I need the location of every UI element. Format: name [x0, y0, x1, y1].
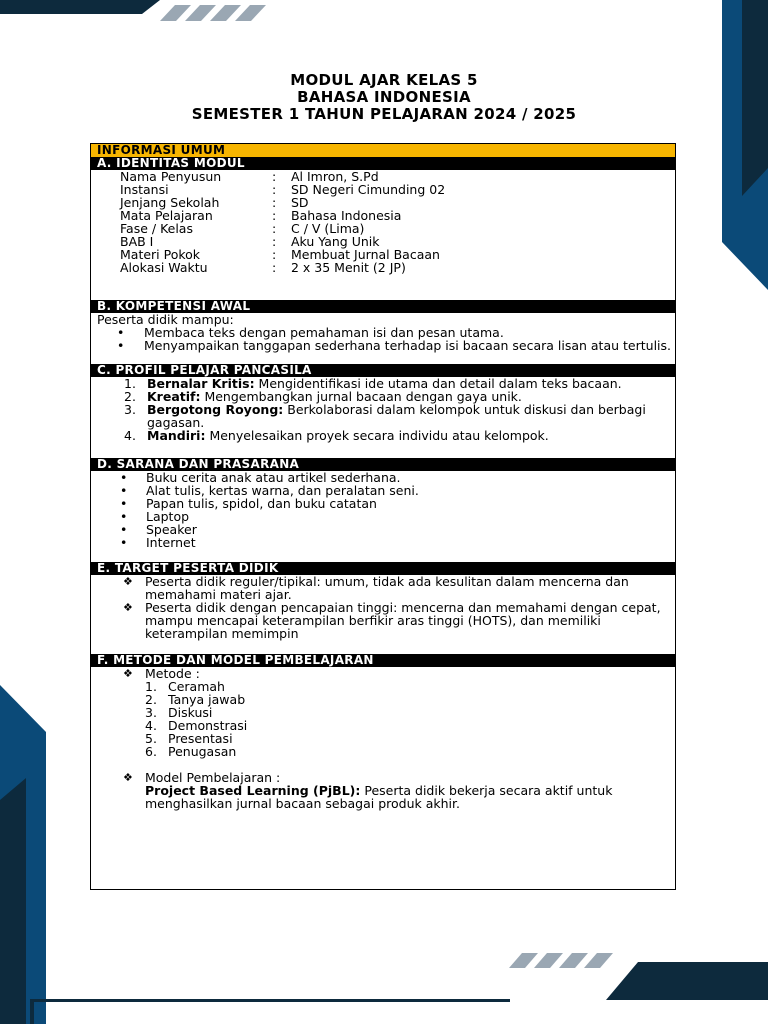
identitas-label: Mata Pelajaran — [120, 208, 213, 223]
identitas-colon: : — [272, 208, 277, 223]
identitas-row — [120, 222, 675, 235]
identitas-value: Aku Yang Unik — [291, 234, 380, 249]
list-item-text: Alat tulis, kertas warna, dan peralatan seni. — [146, 483, 419, 498]
identitas-label: Fase / Kelas — [120, 221, 193, 236]
top-left-band — [0, 0, 160, 14]
diamond-bullet-icon: ❖ — [123, 601, 133, 614]
identitas-label: Nama Penyusun — [120, 169, 222, 184]
bullet-icon: • — [117, 325, 125, 340]
list-item-text: Membaca teks dengan pemahaman isi dan pesan utama. — [144, 325, 504, 340]
informasi-umum-header: INFORMASI UMUM — [91, 144, 675, 157]
list-item-text: Penugasan — [168, 744, 237, 759]
target-header: E. TARGET PESERTA DIDIK — [91, 562, 675, 575]
identitas-label: Instansi — [120, 182, 169, 197]
list-number: 4. — [145, 718, 157, 733]
model-text: Peserta didik bekerja secara aktif untuk menghasilkan jurnal bacaan sebagai produk akhir. — [145, 783, 613, 811]
title-line-2: BAHASA INDONESIA — [297, 88, 471, 106]
bottom-left-navy — [0, 778, 26, 1024]
list-number: 5. — [145, 731, 157, 746]
profil-list — [91, 377, 675, 442]
list-item-text: Peserta didik dengan pencapaian tinggi: mencerna dan memahami dengan cepat, mampu mencapai keterampilan berfikir aras tinggi (HOTS), dan memiliki keterampilan memimpin — [145, 600, 661, 641]
bullet-icon: • — [120, 470, 128, 485]
metode-label: Metode : — [145, 666, 200, 681]
sarana-list — [91, 471, 675, 549]
bullet-icon: • — [120, 535, 128, 550]
list-number: 3. — [124, 402, 136, 417]
profil-header: C. PROFIL PELAJAR PANCASILA — [91, 364, 675, 377]
identitas-value: C / V (Lima) — [291, 221, 365, 236]
list-item — [91, 339, 675, 352]
top-stripe-2 — [185, 5, 216, 21]
list-number: 2. — [145, 692, 157, 707]
identitas-colon: : — [272, 195, 277, 210]
list-number: 3. — [145, 705, 157, 720]
model-name: Project Based Learning (PjBL): — [145, 783, 361, 798]
list-item-text: Peserta didik reguler/tipikal: umum, tidak ada kesulitan dalam mencerna dan memahami materi ajar. — [145, 574, 629, 602]
identitas-colon: : — [272, 169, 277, 184]
list-item-text: Ceramah — [168, 679, 225, 694]
profil-description: Menyelesaikan proyek secara individu atau kelompok. — [205, 428, 549, 443]
identitas-value: Al Imron, S.Pd — [291, 169, 379, 184]
bullet-icon: • — [117, 338, 125, 353]
top-stripe-1 — [160, 5, 191, 21]
identitas-rows — [91, 170, 675, 274]
identitas-value: Bahasa Indonesia — [291, 208, 402, 223]
bullet-icon: • — [120, 522, 128, 537]
list-item-text: Papan tulis, spidol, dan buku catatan — [146, 496, 377, 511]
module-table — [90, 143, 676, 890]
bullet-icon: • — [120, 509, 128, 524]
identitas-colon: : — [272, 182, 277, 197]
bottom-stripe-1 — [509, 953, 538, 968]
identitas-row — [120, 261, 675, 274]
metode-header: F. METODE DAN MODEL PEMBELAJARAN — [91, 654, 675, 667]
identitas-colon: : — [272, 247, 277, 262]
bottom-stripe-4 — [584, 953, 613, 968]
identitas-value: SD Negeri Cimunding 02 — [291, 182, 446, 197]
kompetensi-intro: Peserta didik mampu: — [97, 312, 234, 327]
model-label: Model Pembelajaran : — [145, 770, 281, 785]
bullet-icon: • — [120, 483, 128, 498]
identitas-colon: : — [272, 260, 277, 275]
page-title — [0, 72, 768, 123]
list-item — [91, 601, 675, 640]
identitas-row — [120, 209, 675, 222]
profil-dimension: Bernalar Kritis: — [147, 376, 255, 391]
list-item — [91, 429, 675, 442]
kompetensi-list — [91, 326, 675, 352]
profil-dimension: Bergotong Royong: — [147, 402, 284, 417]
identitas-label: Materi Pokok — [120, 247, 201, 262]
bottom-line — [30, 999, 510, 1002]
list-number: 6. — [145, 744, 157, 759]
profil-description: Mengidentifikasi ide utama dan detail dalam teks bacaan. — [254, 376, 622, 391]
identitas-label: Jenjang Sekolah — [120, 195, 220, 210]
metode-list — [91, 680, 675, 758]
identitas-label: Alokasi Waktu — [120, 260, 208, 275]
list-item-text: Presentasi — [168, 731, 233, 746]
list-item-text: Buku cerita anak atau artikel sederhana. — [146, 470, 401, 485]
bottom-line-tick — [30, 999, 34, 1024]
top-stripe-3 — [210, 5, 241, 21]
identitas-colon: : — [272, 234, 277, 249]
list-item — [91, 575, 675, 601]
identitas-value: SD — [291, 195, 309, 210]
profil-dimension: Kreatif: — [147, 389, 201, 404]
model-block — [91, 771, 675, 810]
profil-description: Berkolaborasi dalam kelompok untuk diskusi dan berbagi gagasan. — [147, 402, 646, 430]
bottom-stripe-2 — [534, 953, 563, 968]
diamond-bullet-icon: ❖ — [123, 667, 133, 680]
sarana-header: D. SARANA DAN PRASARANA — [91, 458, 675, 471]
diamond-bullet-icon: ❖ — [123, 575, 133, 588]
diamond-bullet-icon: ❖ — [123, 771, 133, 784]
bullet-icon: • — [120, 496, 128, 511]
list-number: 1. — [145, 679, 157, 694]
identitas-label: BAB I — [120, 234, 154, 249]
bottom-right-navy — [606, 962, 768, 1000]
title-line-1: MODUL AJAR KELAS 5 — [290, 71, 478, 89]
list-item-text: Internet — [146, 535, 196, 550]
list-number: 2. — [124, 389, 136, 404]
list-item — [91, 536, 675, 549]
identitas-header: A. IDENTITAS MODUL — [91, 157, 675, 170]
top-stripe-4 — [235, 5, 266, 21]
target-list — [91, 575, 675, 640]
kompetensi-header: B. KOMPETENSI AWAL — [91, 300, 675, 313]
profil-description: Mengembangkan jurnal bacaan dengan gaya unik. — [200, 389, 522, 404]
list-item — [91, 403, 675, 429]
identitas-value: 2 x 35 Menit (2 JP) — [291, 260, 406, 275]
list-item-text: Tanya jawab — [168, 692, 246, 707]
list-number: 4. — [124, 428, 136, 443]
list-item — [91, 745, 675, 758]
bottom-stripe-3 — [559, 953, 588, 968]
model-description — [91, 784, 675, 810]
list-item-text: Laptop — [146, 509, 190, 524]
profil-dimension: Mandiri: — [147, 428, 206, 443]
identitas-value: Membuat Jurnal Bacaan — [291, 247, 440, 262]
title-line-3: SEMESTER 1 TAHUN PELAJARAN 2024 / 2025 — [191, 105, 577, 123]
identitas-colon: : — [272, 221, 277, 236]
list-item-text: Speaker — [146, 522, 197, 537]
list-item-text: Menyampaikan tanggapan sederhana terhadap isi bacaan secara lisan atau tertulis. — [144, 338, 671, 353]
list-number: 1. — [124, 376, 136, 391]
list-item-text: Demonstrasi — [168, 718, 248, 733]
list-item-text: Diskusi — [168, 705, 213, 720]
